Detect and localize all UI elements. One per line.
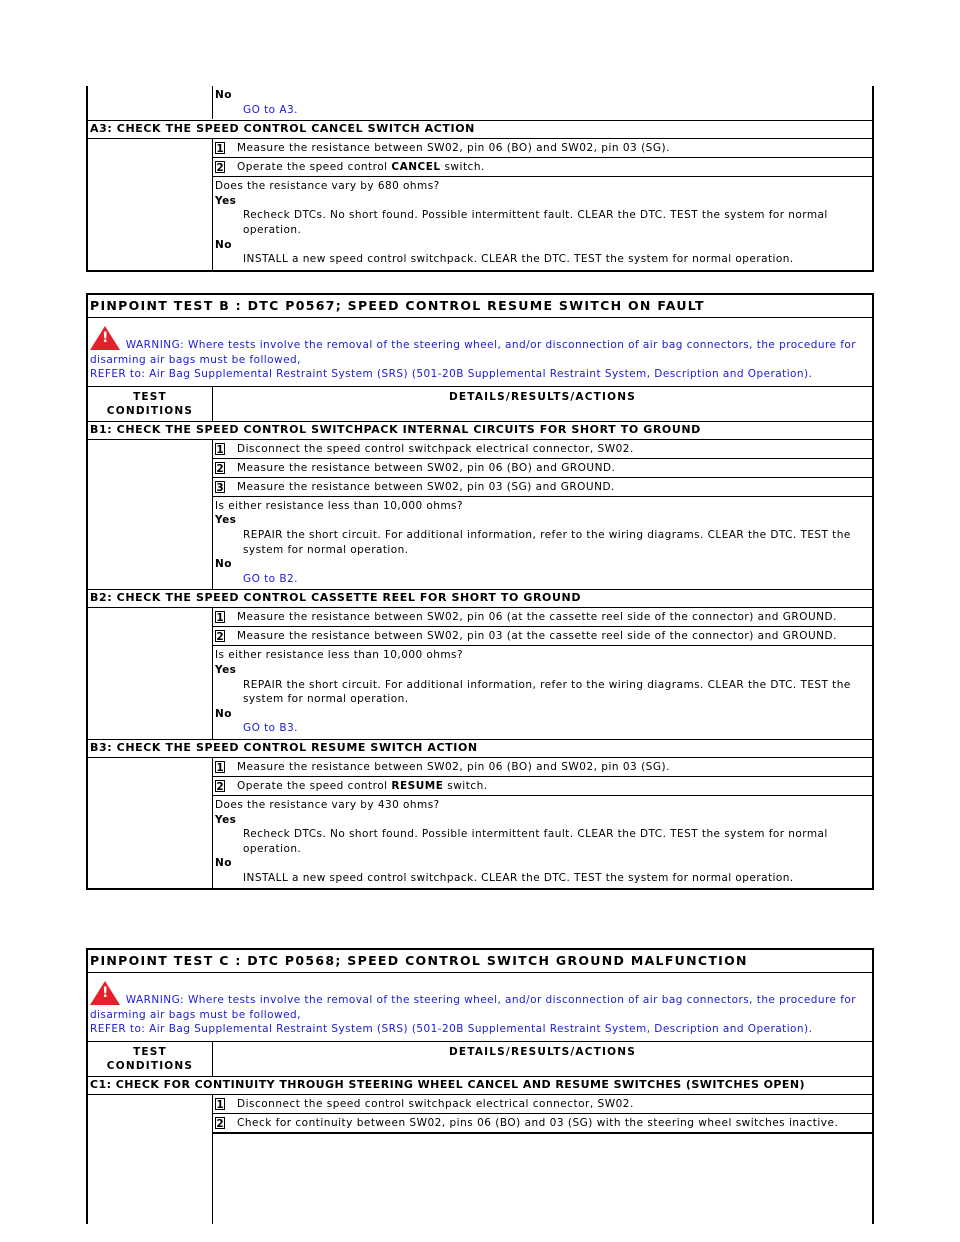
- step-row: [213, 139, 872, 158]
- step-text: Operate the speed control RESUME switch.: [237, 779, 488, 792]
- b2-header: B2: CHECK THE SPEED CONTROL CASSETTE REEL FOR SHORT TO GROUND: [88, 589, 872, 607]
- test-c-warning: ! WARNING: Where tests involve the removal of the steering wheel, and/or disconnection of air bag connectors, the procedure for disarming air bags must be followed, REFER to: Air Bag Supplemental Restraint System (SRS) (501-20B Supplemental Restraint System, Description and Operation).: [88, 972, 872, 1041]
- step-text: Check for continuity between SW02, pins 06 (BO) and 03 (SG) with the steering wheel switches inactive.: [237, 1116, 839, 1129]
- goto-b2-link[interactable]: GO to B2.: [243, 572, 298, 585]
- column-header: [88, 386, 872, 421]
- pinpoint-test-c-table: [86, 948, 874, 1224]
- step-number: 1: [216, 1098, 224, 1111]
- warning-icon: [90, 981, 120, 1005]
- step-number: 2: [216, 462, 224, 475]
- step-text: Disconnect the speed control switchpack electrical connector, SW02.: [237, 1097, 634, 1110]
- step-number: 2: [216, 1117, 224, 1130]
- b3-result: Does the resistance vary by 430 ohms? Yes Recheck DTCs. No short found. Possible intermittent fault. CLEAR the DTC. TEST the system for normal operation. No INSTALL a new speed control switchpack. CLEAR the DTC. TEST the system for normal operation.: [215, 798, 828, 884]
- step-text: Disconnect the speed control switchpack electrical connector, SW02.: [237, 442, 634, 455]
- step-text: Measure the resistance between SW02, pin 03 (SG) and GROUND.: [237, 480, 615, 493]
- step-number: 2: [216, 780, 224, 793]
- a3-body: [88, 138, 872, 270]
- test-a-continuation-table: [86, 86, 874, 272]
- a3-header: A3: CHECK THE SPEED CONTROL CANCEL SWITCH ACTION: [88, 120, 872, 138]
- pinpoint-test-b-table: [86, 293, 874, 890]
- step-row: [213, 158, 872, 177]
- step-row: [213, 1095, 872, 1114]
- step-text: Measure the resistance between SW02, pin 03 (at the cassette reel side of the connector) and GROUND.: [237, 630, 837, 643]
- col-details: DETAILS/RESULTS/ACTIONS: [449, 1045, 636, 1058]
- test-b-warning: ! WARNING: Where tests involve the removal of the steering wheel, and/or disconnection of air bag connectors, the procedure for disarming air bags must be followed, REFER to: Air Bag Supplemental Restraint System (SRS) (501-20B Supplemental Restraint System, Description and Operation).: [88, 317, 872, 386]
- col-details: DETAILS/RESULTS/ACTIONS: [449, 390, 636, 403]
- step-number: 1: [216, 761, 224, 774]
- step-row: [213, 1114, 872, 1134]
- goto-a3-link[interactable]: GO to A3.: [243, 103, 298, 116]
- step-number: 3: [216, 481, 224, 494]
- col-test-conditions: TEST CONDITIONS: [88, 387, 213, 421]
- a2-result-row: [88, 86, 872, 120]
- test-c-title: PINPOINT TEST C : DTC P0568; SPEED CONTROL SWITCH GROUND MALFUNCTION: [90, 953, 748, 968]
- a3-result: Does the resistance vary by 680 ohms? Yes Recheck DTCs. No short found. Possible intermittent fault. CLEAR the DTC. TEST the system for normal operation. No INSTALL a new speed control switchpack. CLEAR the DTC. TEST the system for normal operation.: [215, 180, 828, 266]
- step-row: [213, 459, 872, 478]
- b2-result: Is either resistance less than 10,000 ohms? Yes REPAIR the short circuit. For additional information, refer to the wiring diagrams. CLEAR the DTC. TEST the system for normal operation. No GO to B3.: [215, 649, 851, 735]
- step-number: 1: [216, 443, 224, 456]
- step-text: Measure the resistance between SW02, pin 06 (at the cassette reel side of the connector) and GROUND.: [237, 611, 837, 624]
- col-test-conditions: TEST CONDITIONS: [88, 1042, 213, 1076]
- step-row: [213, 440, 872, 459]
- b1-header: B1: CHECK THE SPEED CONTROL SWITCHPACK INTERNAL CIRCUITS FOR SHORT TO GROUND: [88, 421, 872, 439]
- step-row: [213, 478, 872, 497]
- step-row: [213, 777, 872, 796]
- step-row: [213, 627, 872, 646]
- step-text: Measure the resistance between SW02, pin 06 (BO) and SW02, pin 03 (SG).: [237, 142, 670, 155]
- step-text: Operate the speed control CANCEL switch.: [237, 161, 485, 174]
- step-text: Measure the resistance between SW02, pin 06 (BO) and GROUND.: [237, 461, 616, 474]
- step-number: 2: [216, 162, 224, 175]
- step-number: 1: [216, 143, 224, 156]
- cancel-switch-label: CANCEL: [391, 161, 441, 174]
- no-label: No: [215, 89, 232, 101]
- step-row: [213, 758, 872, 777]
- c1-header: C1: CHECK FOR CONTINUITY THROUGH STEERING WHEEL CANCEL AND RESUME SWITCHES (SWITCHES OPEN): [88, 1076, 872, 1094]
- resume-switch-label: RESUME: [391, 779, 444, 792]
- step-row: [213, 608, 872, 627]
- srs-refer-link[interactable]: REFER to: Air Bag Supplemental Restraint System (SRS) (501-20B Supplemental Restraint System, Description and Operation).: [90, 1023, 813, 1036]
- column-header: [88, 1041, 872, 1076]
- test-b-title: PINPOINT TEST B : DTC P0567; SPEED CONTROL RESUME SWITCH ON FAULT: [90, 298, 705, 313]
- srs-refer-link[interactable]: REFER to: Air Bag Supplemental Restraint System (SRS) (501-20B Supplemental Restraint System, Description and Operation).: [90, 368, 813, 381]
- goto-b3-link[interactable]: GO to B3.: [243, 722, 298, 735]
- warning-icon: [90, 326, 120, 350]
- step-number: 2: [216, 631, 224, 644]
- step-text: Measure the resistance between SW02, pin 06 (BO) and SW02, pin 03 (SG).: [237, 760, 670, 773]
- b3-header: B3: CHECK THE SPEED CONTROL RESUME SWITCH ACTION: [88, 739, 872, 757]
- step-number: 1: [216, 612, 224, 625]
- b1-result: Is either resistance less than 10,000 ohms? Yes REPAIR the short circuit. For additional information, refer to the wiring diagrams. CLEAR the DTC. TEST the system for normal operation. No GO to B2.: [215, 499, 851, 585]
